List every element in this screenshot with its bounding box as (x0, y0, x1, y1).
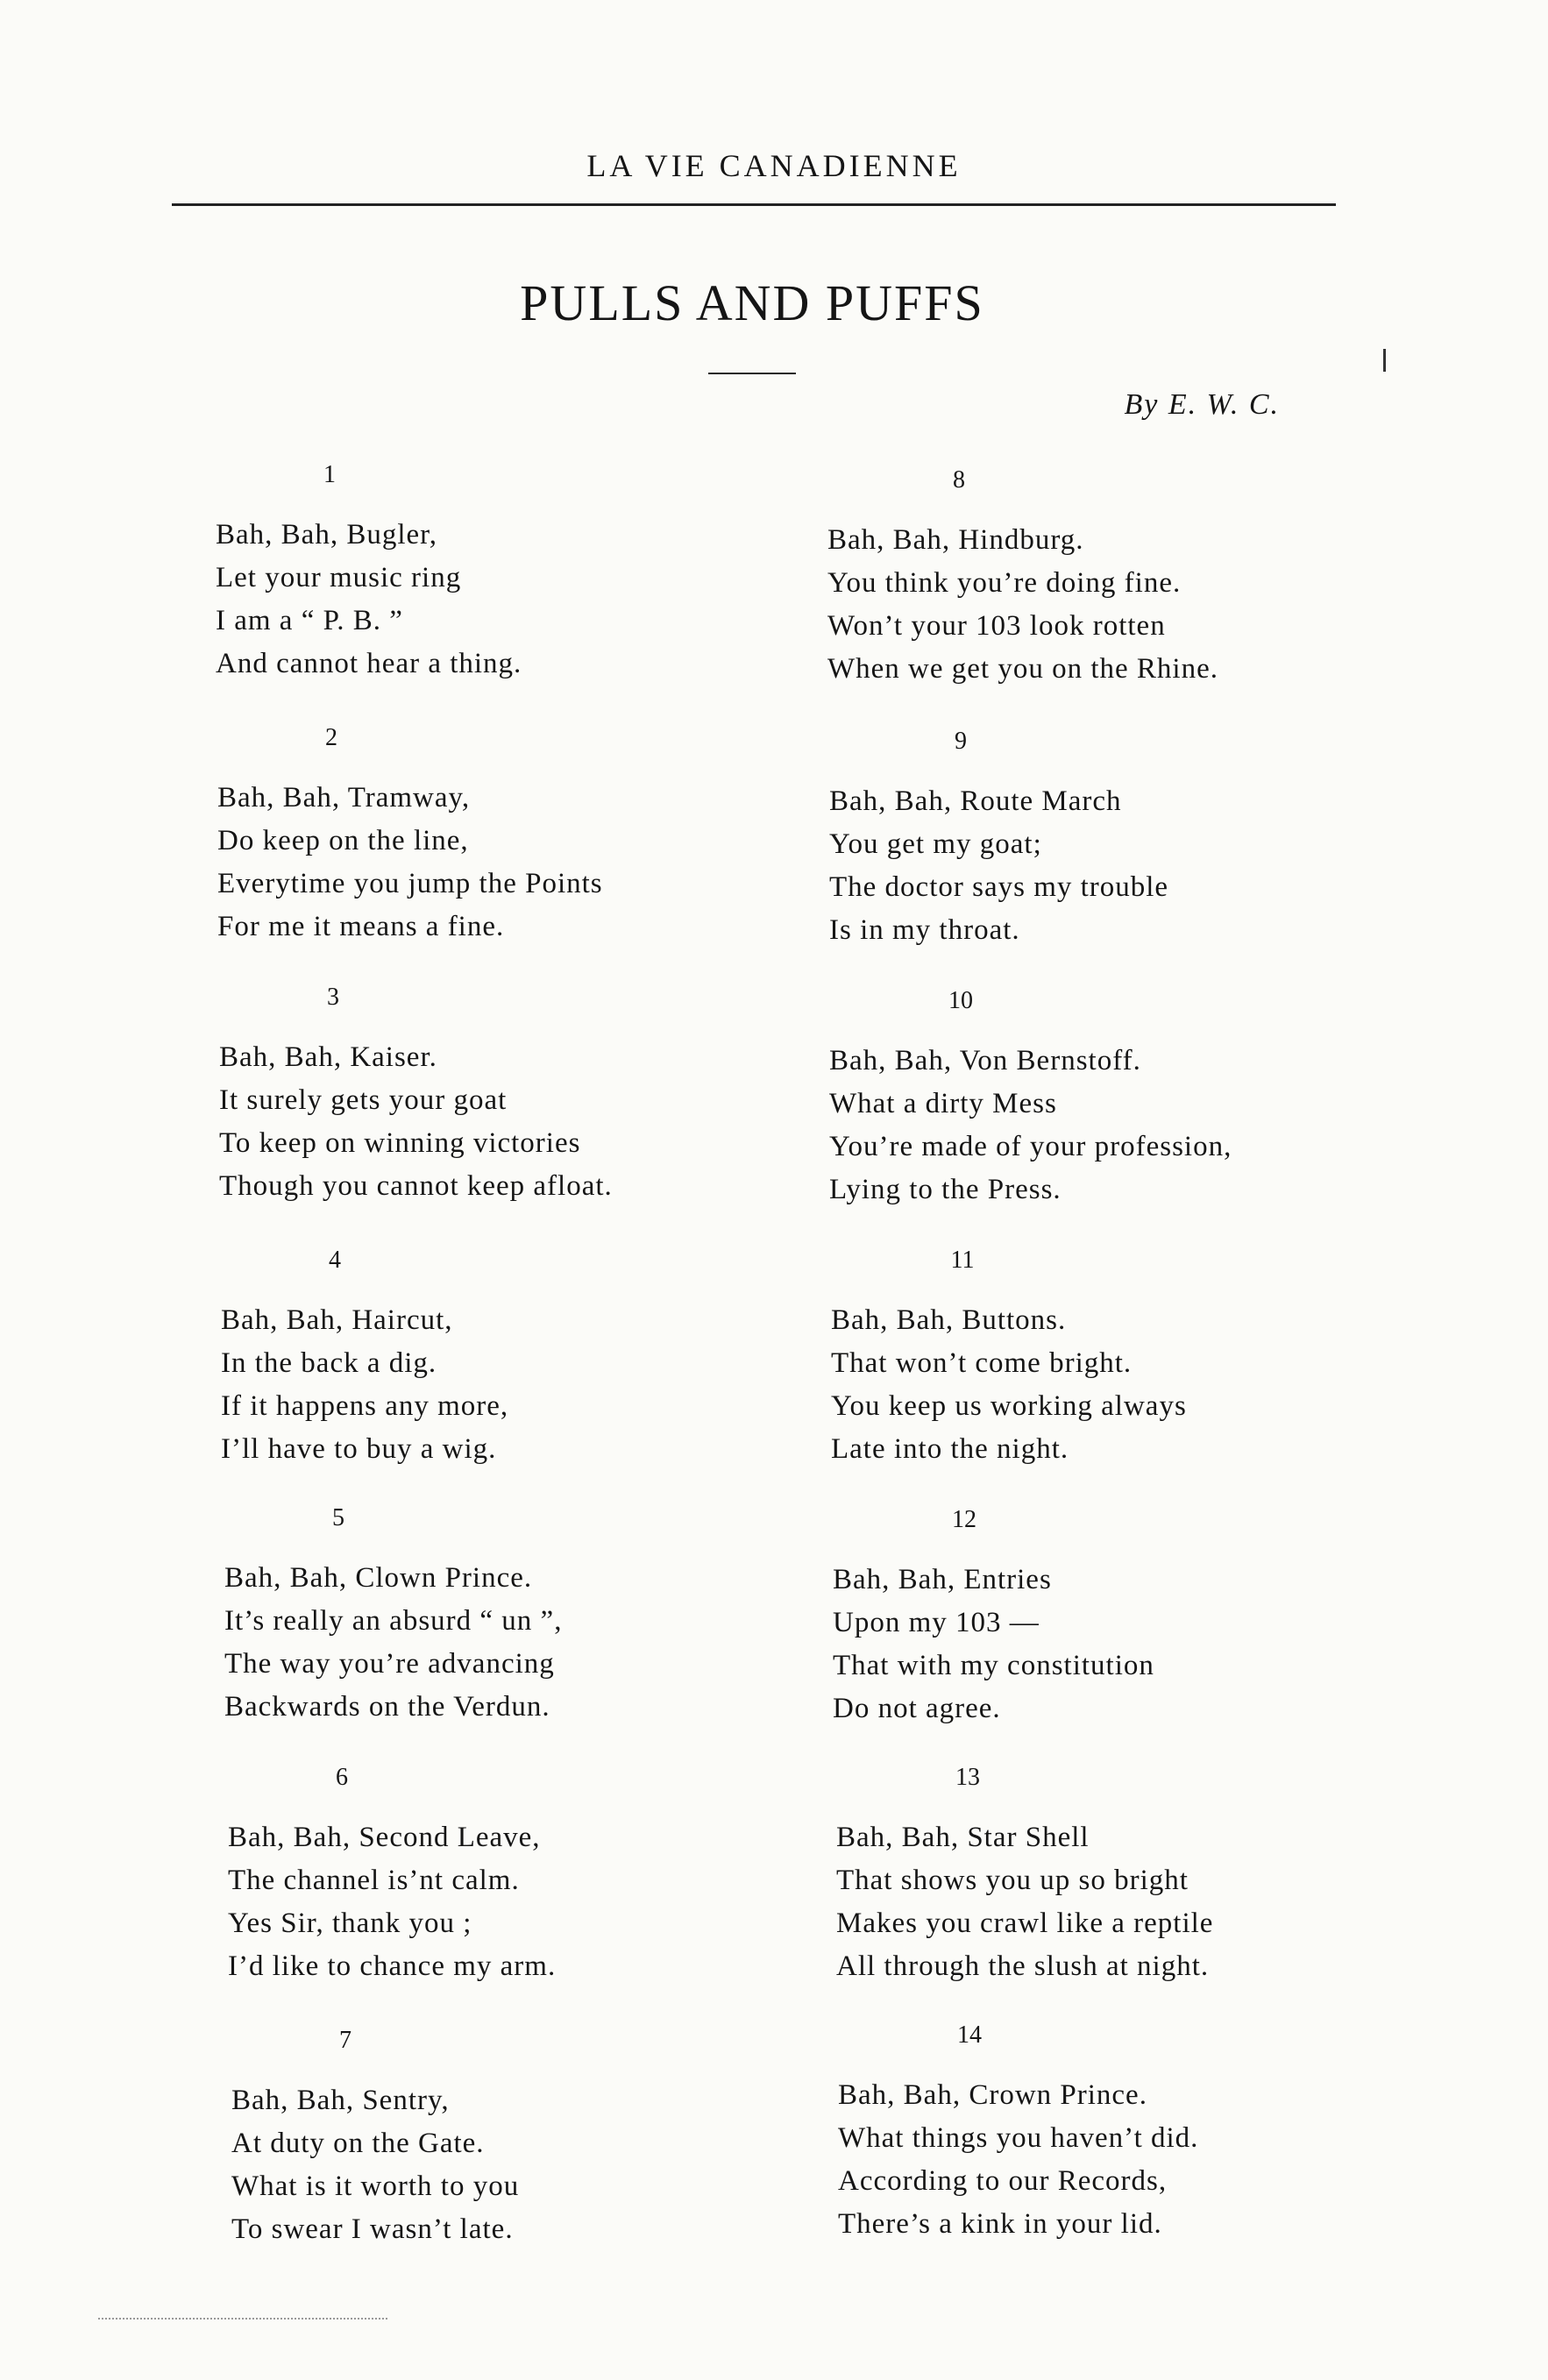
title-rule (708, 373, 796, 374)
verse-line: The channel is’nt calm. (228, 1865, 520, 1896)
verse-line: I am a “ P. B. ” (216, 605, 403, 636)
verse-line: Yes Sir, thank you ; (228, 1908, 472, 1939)
verse-line: I’d like to chance my arm. (228, 1950, 557, 1982)
stanza-number: 11 (950, 1247, 975, 1274)
verse-line: To swear I wasn’t late. (231, 2213, 514, 2245)
verse-line: And cannot hear a thing. (216, 648, 522, 679)
verse-line: All through the slush at night. (836, 1950, 1210, 1982)
verse-line: Bah, Bah, Second Leave, (228, 1822, 541, 1853)
verse-line: At duty on the Gate. (231, 2128, 485, 2159)
verse-line: Bah, Bah, Haircut, (221, 1304, 453, 1336)
verse-line: Bah, Bah, Hindburg. (827, 524, 1084, 556)
poem-title: PULLS AND PUFFS (520, 274, 984, 331)
scan-smudge (98, 2318, 387, 2321)
verse-line: Though you cannot keep afloat. (219, 1170, 613, 1202)
verse-line: To keep on winning victories (219, 1127, 581, 1159)
verse-line: Bah, Bah, Route March (829, 785, 1122, 817)
verse-line: Bah, Bah, Clown Prince. (224, 1562, 533, 1594)
verse-line: Lying to the Press. (829, 1174, 1062, 1205)
stanza-number: 9 (955, 728, 967, 755)
stanza-number: 10 (948, 987, 973, 1014)
stanza-2 (217, 721, 708, 948)
margin-mark (1383, 349, 1386, 372)
verse-line: I’ll have to buy a wig. (221, 1433, 497, 1465)
verse-line: If it happens any more, (221, 1390, 509, 1422)
stanza-number: 8 (953, 466, 965, 494)
verse-line: Let your music ring (216, 562, 462, 593)
verse-line: Won’t your 103 look rotten (827, 610, 1166, 642)
verse-line: Bah, Bah, Buttons. (831, 1304, 1067, 1336)
verse-line: Bah, Bah, Sentry, (231, 2085, 450, 2116)
stanza-number: 5 (332, 1504, 344, 1531)
stanza-7 (231, 2023, 722, 2251)
stanza-number: 13 (955, 1764, 980, 1791)
header-rule (172, 203, 1336, 206)
stanza-12 (833, 1503, 1324, 1730)
verse-line: Do keep on the line, (217, 825, 469, 856)
verse-line: The way you’re advancing (224, 1648, 555, 1680)
verse-line: Bah, Bah, Star Shell (836, 1822, 1090, 1853)
verse-line: It’s really an absurd “ un ”, (224, 1605, 563, 1637)
stanza-number: 12 (952, 1506, 976, 1533)
verse-line: You’re made of your profession, (829, 1131, 1232, 1162)
running-header: LA VIE CANADIENNE (586, 148, 962, 183)
verse-line: It surely gets your goat (219, 1084, 508, 1116)
stanza-14 (838, 2018, 1329, 2246)
stanza-8 (827, 463, 1318, 691)
stanza-13 (836, 1760, 1327, 1988)
verse-line: There’s a kink in your lid. (838, 2208, 1162, 2240)
stanza-number: 7 (339, 2027, 351, 2054)
stanza-1 (216, 458, 707, 686)
stanza-5 (224, 1501, 715, 1729)
verse-line: Bah, Bah, Entries (833, 1564, 1052, 1595)
verse-line: Is in my throat. (829, 914, 1020, 946)
stanza-number: 2 (325, 724, 337, 751)
verse-line: What a dirty Mess (829, 1088, 1057, 1119)
verse-line: Bah, Bah, Von Bernstoff. (829, 1045, 1141, 1076)
stanza-number: 3 (327, 984, 339, 1011)
verse-line: That with my constitution (833, 1650, 1154, 1681)
stanza-number: 14 (957, 2021, 982, 2049)
stanza-9 (829, 724, 1320, 952)
verse-line: According to our Records, (838, 2165, 1168, 2197)
verse-line: Bah, Bah, Kaiser. (219, 1041, 437, 1073)
verse-line: Bah, Bah, Crown Prince. (838, 2079, 1147, 2111)
verse-line: Everytime you jump the Points (217, 868, 603, 899)
verse-line: Bah, Bah, Tramway, (217, 782, 471, 813)
verse-line: In the back a dig. (221, 1347, 437, 1379)
verse-line: What things you haven’t did. (838, 2122, 1199, 2154)
verse-line: Makes you crawl like a reptile (836, 1908, 1214, 1939)
stanza-11 (831, 1243, 1322, 1471)
verse-line: Backwards on the Verdun. (224, 1691, 550, 1723)
stanza-number: 1 (323, 461, 336, 488)
verse-line: You think you’re doing fine. (827, 567, 1182, 599)
stanza-3 (219, 980, 710, 1208)
verse-line: When we get you on the Rhine. (827, 653, 1218, 685)
verse-line: You keep us working always (831, 1390, 1187, 1422)
verse-line: Upon my 103 — (833, 1607, 1040, 1638)
stanza-4 (221, 1243, 712, 1471)
verse-line: For me it means a fine. (217, 911, 505, 942)
verse-line: That won’t come bright. (831, 1347, 1133, 1379)
stanza-number: 6 (336, 1764, 348, 1791)
verse-line: Bah, Bah, Bugler, (216, 519, 438, 551)
verse-line: That shows you up so bright (836, 1865, 1189, 1896)
stanza-10 (829, 984, 1320, 1211)
verse-line: Do not agree. (833, 1693, 1001, 1724)
verse-line: Late into the night. (831, 1433, 1069, 1465)
stanza-number: 4 (329, 1247, 341, 1274)
verse-line: You get my goat; (829, 828, 1042, 860)
verse-line: What is it worth to you (231, 2170, 520, 2202)
byline: By E. W. C. (1124, 388, 1280, 421)
stanza-6 (228, 1760, 719, 1988)
verse-line: The doctor says my trouble (829, 871, 1169, 903)
